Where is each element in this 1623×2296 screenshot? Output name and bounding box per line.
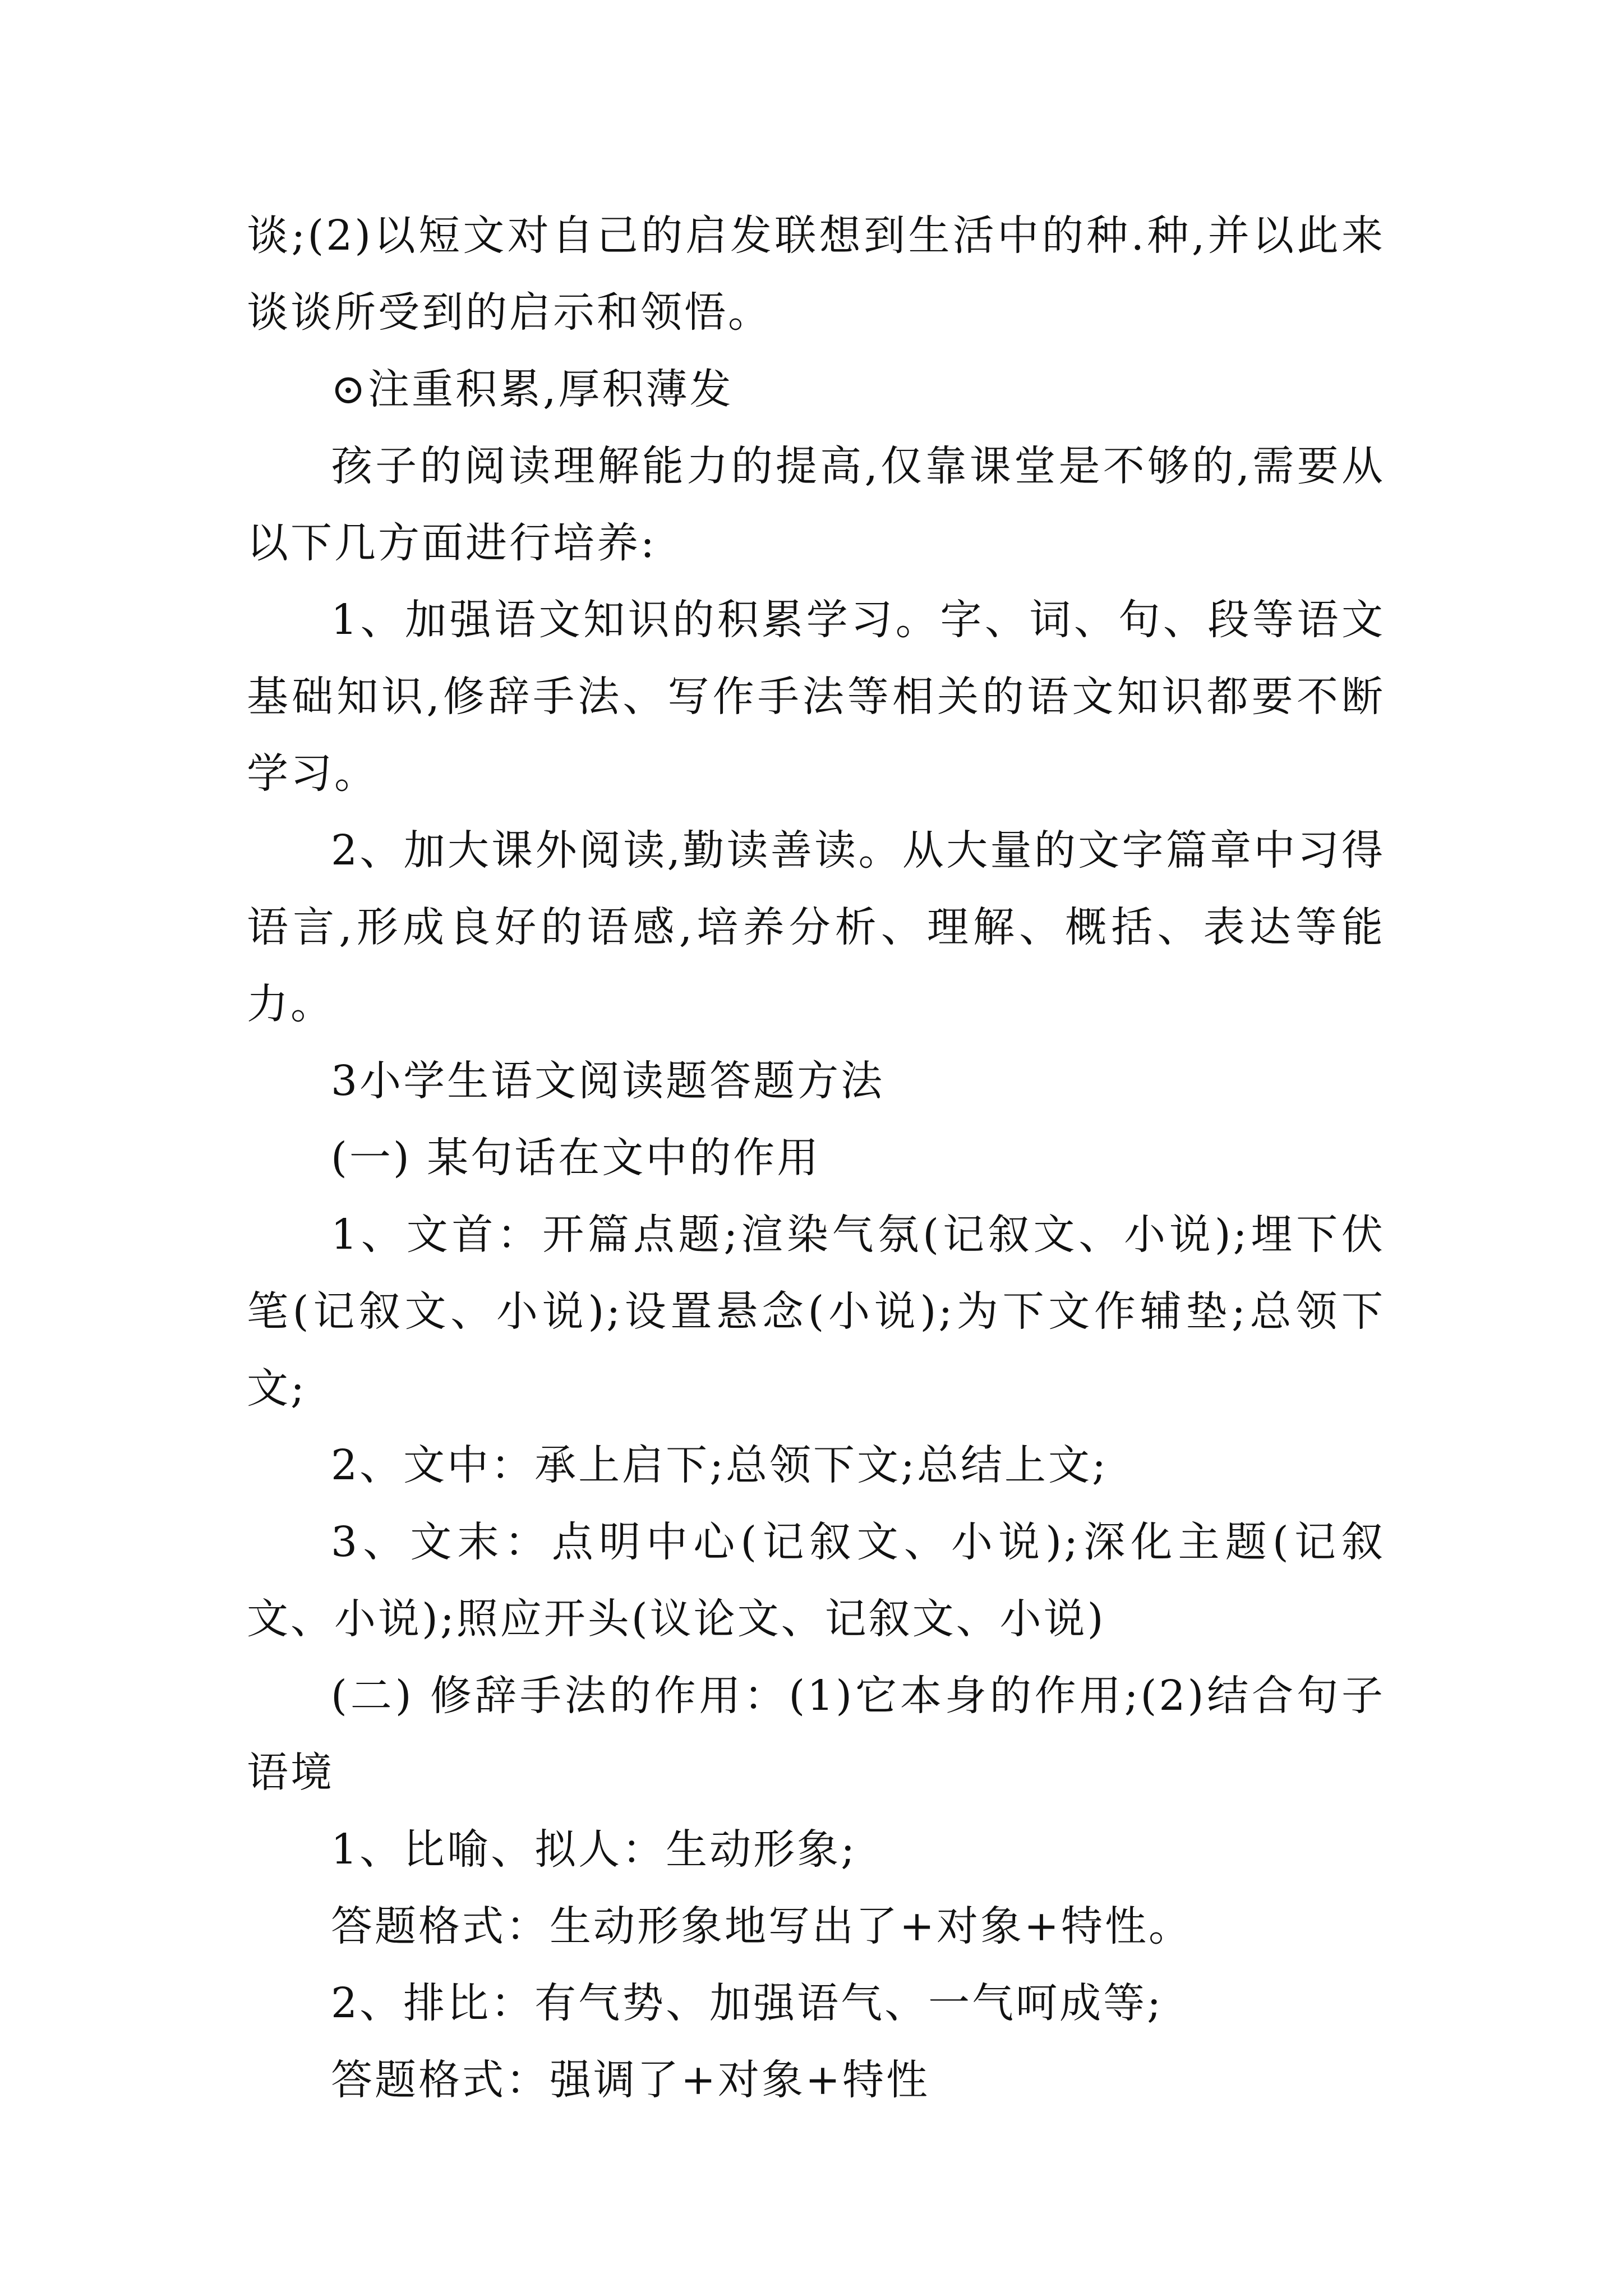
document-body bbox=[247, 197, 1385, 2119]
list-item-knowledge: 1、加强语文知识的积累学习。字、词、句、段等语文基础知识,修辞手法、写作手法等相关的语文知识都要不断学习。 bbox=[247, 596, 1385, 798]
list-item-beginning: 1、文首：开篇点题;渲染气氛(记叙文、小说);埋下伏笔(记叙文、小说);设置悬念(小说);为下文作辅垫;总领下文; bbox=[247, 1211, 1385, 1412]
list-item-extracurricular-reading: 2、加大课外阅读,勤读善读。从大量的文字篇章中习得语言,形成良好的语感,培养分析、理解、概括、表达等能力。 bbox=[247, 826, 1385, 1028]
answer-format-metaphor: 答题格式：生动形象地写出了+对象+特性。 bbox=[331, 1902, 1193, 1950]
paragraph-continuation: 谈;(2)以短文对自己的启发联想到生活中的种.种,并以此来谈谈所受到的启示和领悟。 bbox=[247, 211, 1385, 337]
subheading-rhetoric-function: (二) 修辞手法的作用：(1)它本身的作用;(2)结合句子语境 bbox=[247, 1672, 1385, 1797]
list-item-metaphor: 1、比喻、拟人：生动形象; bbox=[331, 1825, 857, 1874]
list-item-parallelism: 2、排比：有气势、加强语气、一气呵成等; bbox=[331, 1979, 1164, 2027]
answer-format-parallelism: 答题格式：强调了+对象+特性 bbox=[331, 2056, 930, 2104]
section-heading-accumulation: ⊙注重积累,厚积薄发 bbox=[331, 365, 734, 413]
list-item-middle: 2、文中：承上启下;总领下文;总结上文; bbox=[331, 1441, 1108, 1489]
paragraph-reading-ability: 孩子的阅读理解能力的提高,仅靠课堂是不够的,需要从以下几方面进行培养: bbox=[247, 442, 1385, 567]
list-item-end: 3、文末：点明中心(记叙文、小说);深化主题(记叙文、小说);照应开头(议论文、记叙文、小说) bbox=[247, 1518, 1385, 1643]
section-heading-answer-methods: 3小学生语文阅读题答题方法 bbox=[331, 1057, 885, 1105]
subheading-sentence-function: (一) 某句话在文中的作用 bbox=[331, 1134, 821, 1182]
